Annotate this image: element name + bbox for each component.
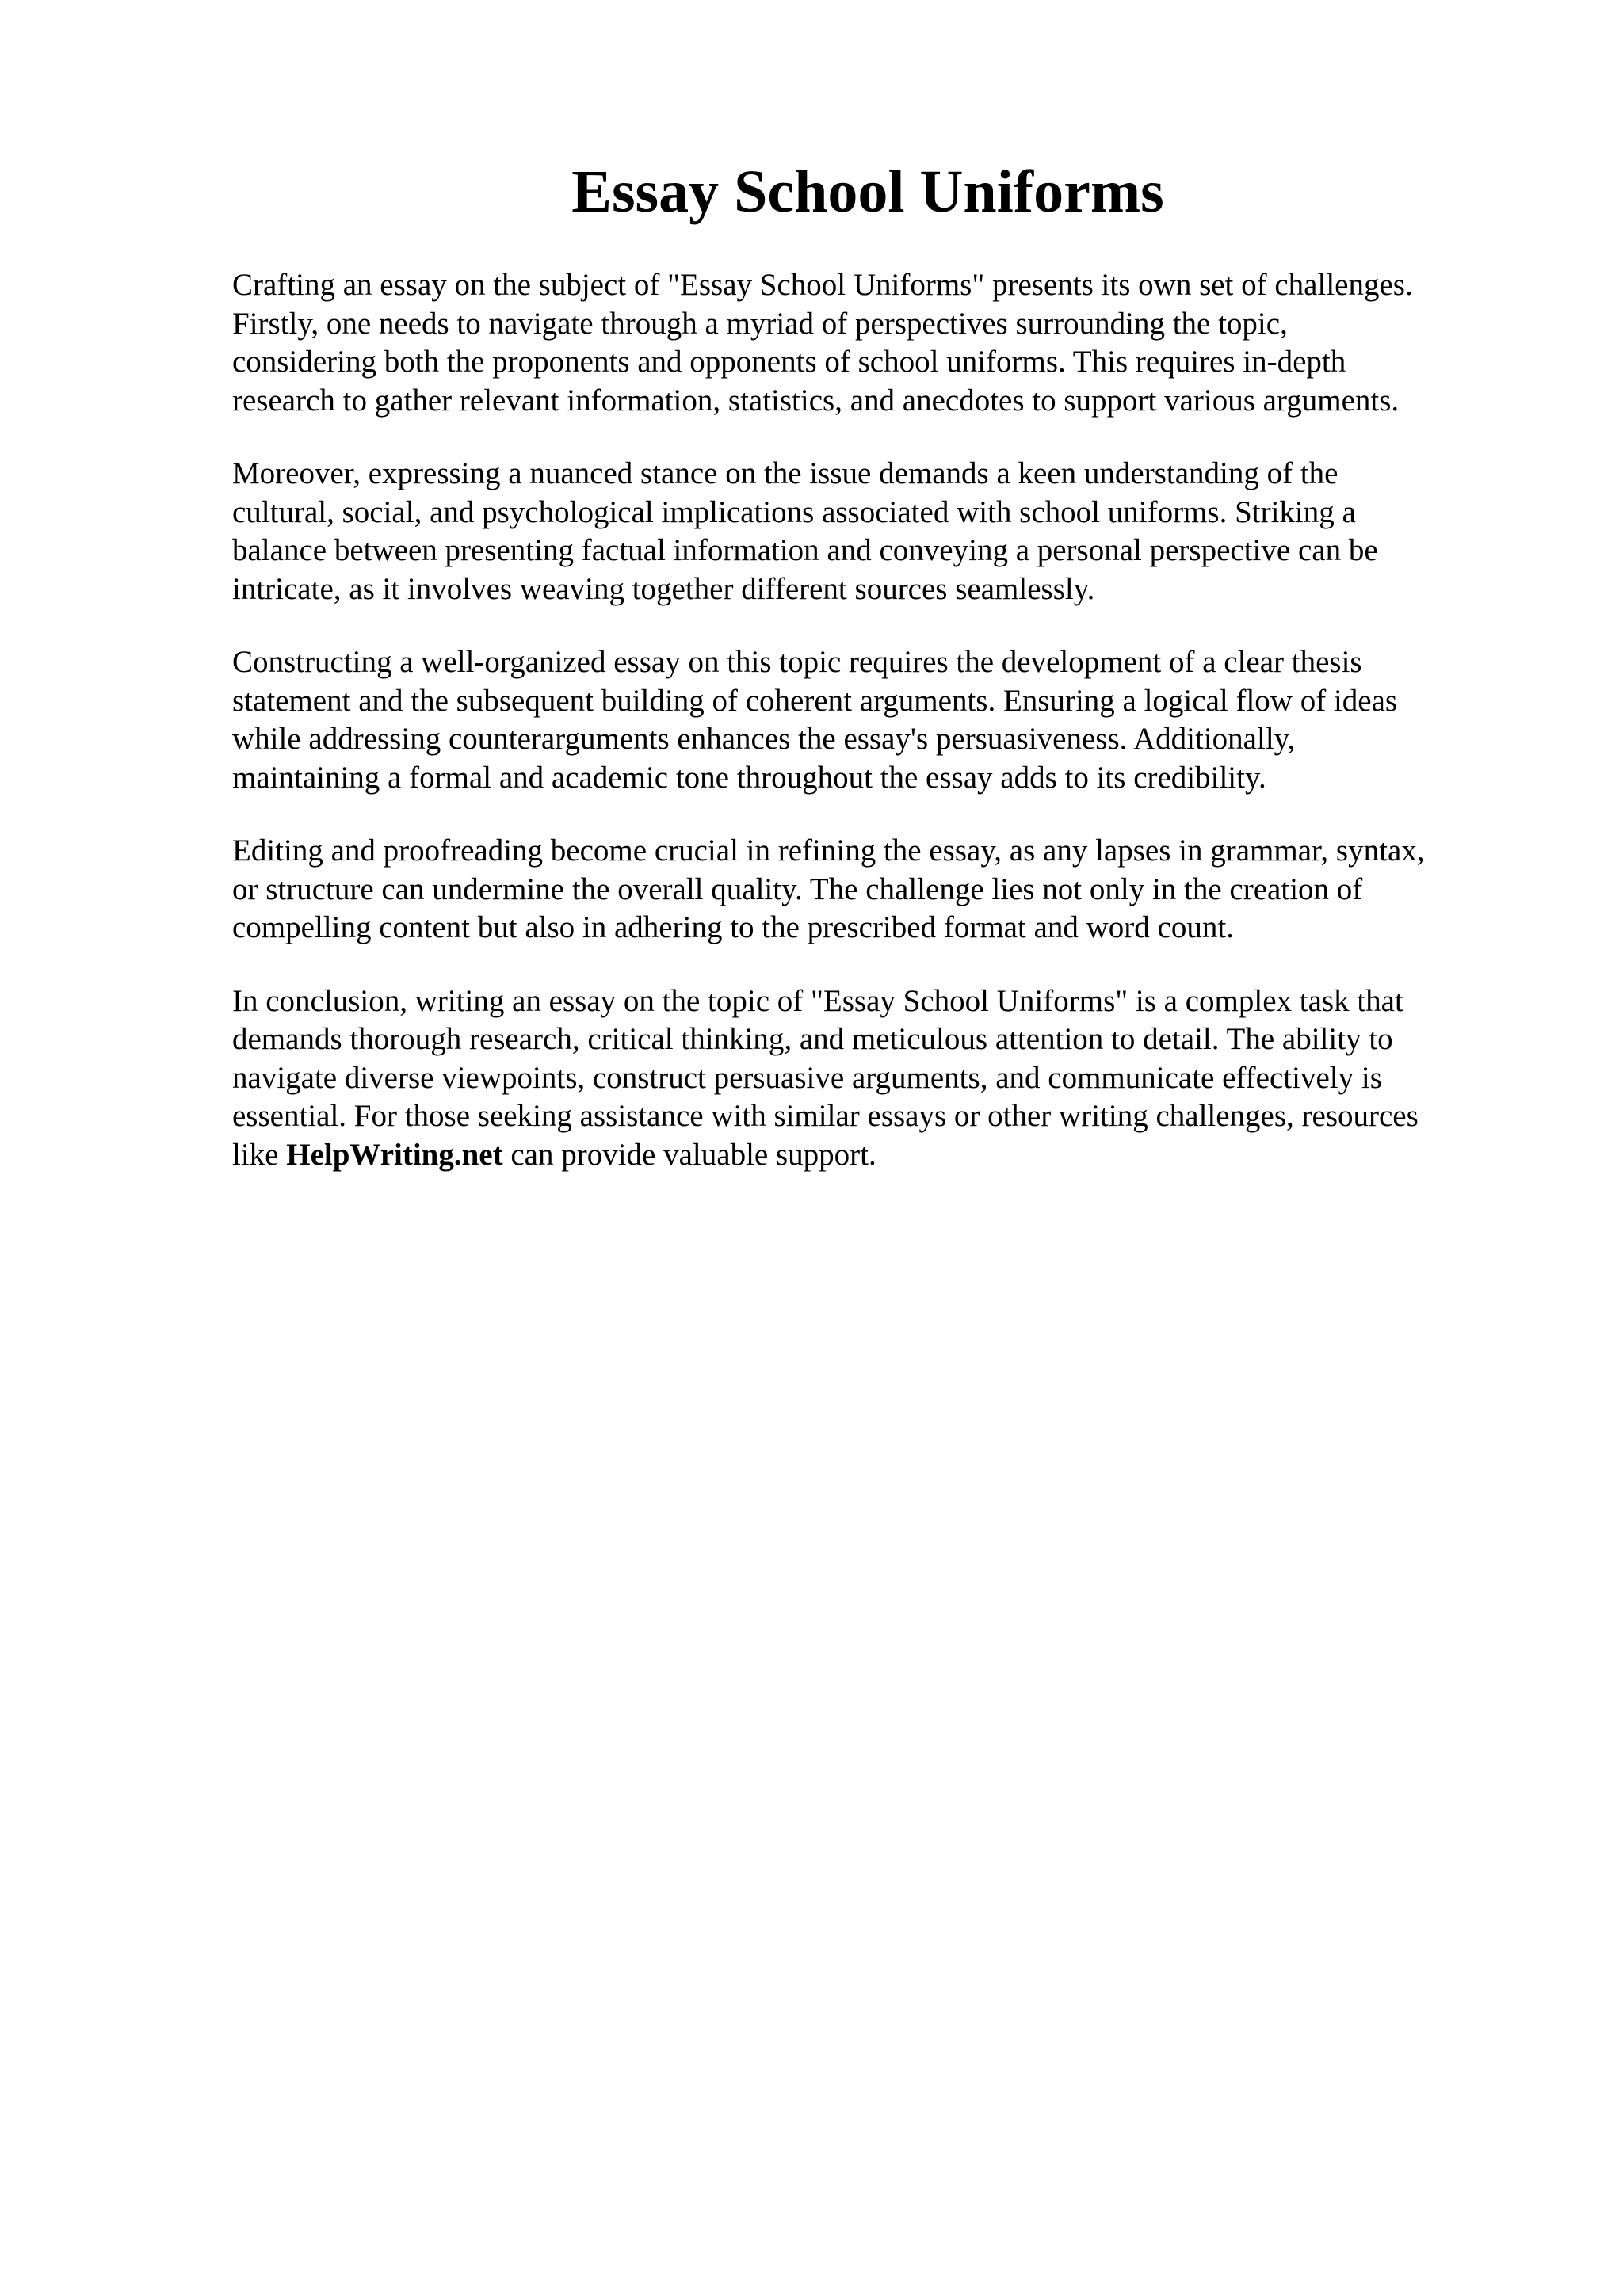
paragraph-line: or structure can undermine the overall quality. The challenge lies not only in the creation of xyxy=(232,871,1363,906)
paragraph-line: Firstly, one needs to navigate through a myriad of perspectives surrounding the topic, xyxy=(232,306,1288,341)
paragraph-line: Constructing a well-organized essay on this topic requires the development of a clear thesis xyxy=(232,645,1362,679)
paragraph-line: intricate, as it involves weaving together different sources seamlessly. xyxy=(232,571,1095,606)
paragraph-line: cultural, social, and psychological implications associated with school uniforms. Striking a xyxy=(232,494,1356,529)
paragraph-line: research to gather relevant information, statistics, and anecdotes to support various arguments. xyxy=(232,383,1400,418)
paragraph-line: maintaining a formal and academic tone throughout the essay adds to its credibility. xyxy=(232,760,1266,795)
paragraph-line: balance between presenting factual information and conveying a personal perspective can be xyxy=(232,533,1378,567)
paragraph-line: Crafting an essay on the subject of "Essay School Uniforms" presents its own set of challenges. xyxy=(232,268,1413,302)
final-line-suffix: can provide valuable support. xyxy=(502,1137,876,1172)
page-title: Essay School Uniforms xyxy=(571,158,1164,225)
paragraph-2 xyxy=(232,455,1548,608)
paragraph-line: considering both the proponents and opponents of school uniforms. This requires in-depth xyxy=(232,345,1346,379)
final-line-prefix: like xyxy=(232,1137,287,1172)
paragraph-line: In conclusion, writing an essay on the topic of "Essay School Uniforms" is a complex task that xyxy=(232,983,1403,1018)
paragraph-line: Moreover, expressing a nuanced stance on the issue demands a keen understanding of the xyxy=(232,456,1338,490)
paragraph-line: demands thorough research, critical thinking, and meticulous attention to detail. The ability to xyxy=(232,1022,1393,1056)
paragraph-final-line xyxy=(232,1136,1548,1175)
paragraph-1 xyxy=(232,266,1548,420)
paragraph-line: navigate diverse viewpoints, construct persuasive arguments, and communicate effectively is xyxy=(232,1060,1382,1095)
essay-body xyxy=(232,266,1548,1209)
helpwriting-link[interactable]: HelpWriting.net xyxy=(286,1137,503,1172)
paragraph-5 xyxy=(232,982,1548,1175)
paragraph-line: Editing and proofreading become crucial in refining the essay, as any lapses in grammar, syntax, xyxy=(232,833,1425,868)
paragraph-line: while addressing counterarguments enhances the essay's persuasiveness. Additionally, xyxy=(232,722,1296,756)
paragraph-line: compelling content but also in adhering to the prescribed format and word count. xyxy=(232,910,1234,944)
paragraph-3 xyxy=(232,643,1548,797)
paragraph-4 xyxy=(232,832,1548,948)
paragraph-line: statement and the subsequent building of coherent arguments. Ensuring a logical flow of ideas xyxy=(232,683,1398,718)
paragraph-line: essential. For those seeking assistance with similar essays or other writing challenges, resources xyxy=(232,1099,1419,1133)
